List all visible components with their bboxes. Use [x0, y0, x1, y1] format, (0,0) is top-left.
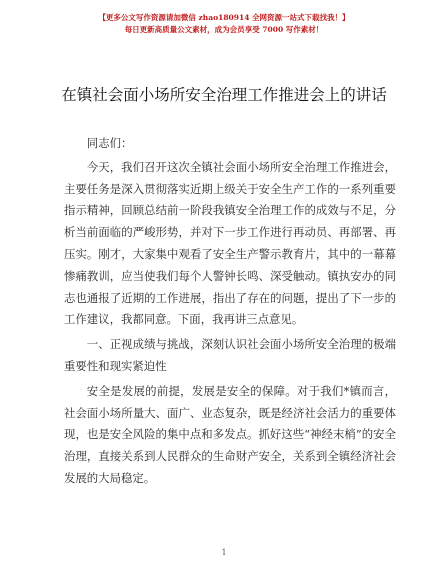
paragraph-intro: 今天，我们召开这次全镇社会面小场所安全治理工作推进会，主要任务是深入贯彻落实近期上级关于安全生产工作的一系列重要指示精神，回顾总结前一阶段我镇安全治理工作的成效与不足，分析当前面临的严峻形势，并对下一步工作进行再动员、再部署、再压实。刚才，大家集中观看了安全生产警示教育片，其中的一幕幕惨痛教训，应当使我们每个人警钟长鸣、深受触动。镇执安办的同志也通报了近期的工作进展，指出了存在的问题，提出了下一步的工作建议，我都同意。下面，我再讲三点意见。	[64, 159, 396, 327]
section-heading: 一、正视成绩与挑战，深刻认识社会面小场所安全治理的极端重要性和现实紧迫性	[64, 337, 396, 373]
banner-line-1: 【更多公文写作资源请加微信 zhao180914 全网资源一站式下载找我！】	[98, 13, 350, 22]
salutation: 同志们：	[86, 136, 133, 150]
document-title: 在镇社会面小场所安全治理工作推进会上的讲话	[61, 86, 387, 104]
page-number: 1	[221, 548, 227, 557]
header-banner	[0, 12, 448, 36]
paragraph-section-1: 安全是发展的前提，发展是安全的保障。对于我们*镇而言，社会面小场所量大、面广、业态复杂，既是经济社会活力的重要体现，也是安全风险的集中点和多发点。抓好这些“神经末梢”的安全治理，直接关系到人民群众的生命财产安全，关系到全镇经济社会发展的大局稳定。	[64, 383, 396, 485]
banner-line-2: 每日更新高质量公文素材，成为会员享受 7000 写作素材！	[124, 25, 324, 34]
document-body	[64, 133, 396, 490]
